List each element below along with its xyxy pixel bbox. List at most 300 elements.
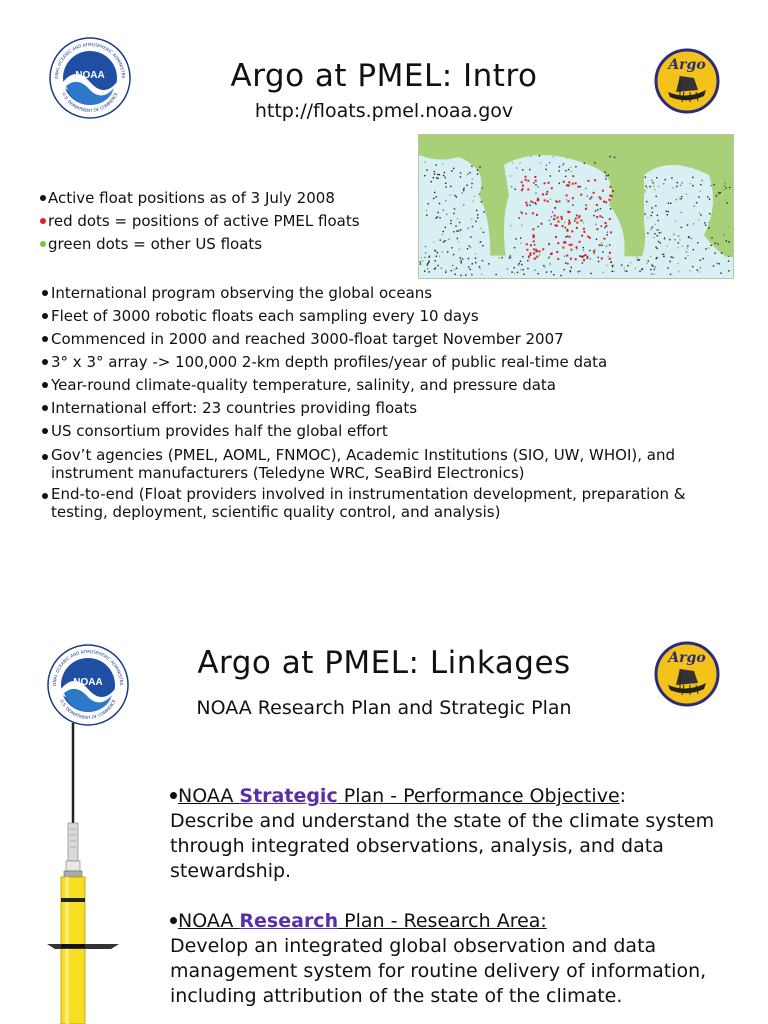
float-dot <box>537 273 538 274</box>
float-dot <box>641 269 642 270</box>
float-dot <box>436 256 437 257</box>
pmel-float-dot <box>579 215 581 217</box>
float-dot <box>646 263 647 264</box>
float-dot <box>420 261 421 262</box>
float-dot <box>474 196 475 197</box>
float-dot <box>434 192 435 193</box>
float-dot <box>435 260 436 261</box>
bullet-dot <box>42 313 48 319</box>
float-dot <box>463 187 464 188</box>
float-dot <box>598 261 599 262</box>
float-dot <box>677 235 678 236</box>
float-dot <box>701 180 702 181</box>
argo-float-image <box>45 723 120 1024</box>
program-facts-list <box>40 282 760 524</box>
float-dot <box>694 206 695 207</box>
bullet-dot <box>170 917 177 924</box>
pmel-float-dot <box>576 222 578 224</box>
float-dot <box>645 185 646 186</box>
float-dot <box>657 220 658 221</box>
float-dot <box>475 262 476 263</box>
float-dot <box>445 183 446 184</box>
float-dot <box>647 233 648 234</box>
float-dot <box>702 258 703 259</box>
argo-logo <box>654 48 720 114</box>
pmel-float-dot <box>608 199 610 201</box>
float-dot <box>459 249 460 250</box>
pmel-float-dot <box>534 258 536 260</box>
float-dot <box>563 163 564 164</box>
float-dot <box>471 219 472 220</box>
strategic-plan-objective <box>170 784 730 884</box>
float-dot <box>653 237 654 238</box>
float-dot <box>656 235 657 236</box>
float-dot <box>461 192 462 193</box>
float-dot <box>482 187 483 188</box>
pmel-float-dot <box>533 248 535 250</box>
float-dot <box>644 213 645 214</box>
float-dot <box>437 216 438 217</box>
float-dot <box>480 228 481 229</box>
pmel-float-dot <box>609 195 611 197</box>
float-dot <box>710 245 711 246</box>
pmel-float-dot <box>609 218 611 220</box>
pmel-float-dot <box>583 231 585 233</box>
float-dot <box>563 164 564 165</box>
float-dot <box>666 245 667 246</box>
list-item: International effort: 23 countries providing floats <box>40 397 760 420</box>
pmel-float-dot <box>526 243 528 245</box>
list-item: Commenced in 2000 and reached 3000-float target November 2007 <box>40 328 760 351</box>
bullet-dot <box>42 405 48 411</box>
float-dot <box>535 249 536 250</box>
float-dot <box>656 248 657 249</box>
float-dot <box>690 183 691 184</box>
float-dot <box>434 250 435 251</box>
list-item: Gov’t agencies (PMEL, AOML, FNMOC), Academic Institutions (SIO, UW, WHOI), and instrument manufacturers (Teledyne WRC, SeaBird Electronics) <box>40 446 760 482</box>
float-dot <box>685 258 686 259</box>
bullet-text: red dots = positions of active PMEL floats <box>48 212 360 230</box>
float-dot <box>651 264 652 265</box>
float-dot <box>450 223 451 224</box>
float-dot <box>718 192 719 193</box>
float-dot <box>722 189 723 190</box>
float-dot <box>720 192 721 193</box>
pmel-float-dot <box>554 207 556 209</box>
float-dot <box>610 262 611 263</box>
float-dot <box>522 169 523 170</box>
float-dot <box>729 187 730 188</box>
float-dot <box>520 243 521 244</box>
float-dot <box>567 157 568 158</box>
pmel-float-dot <box>564 242 566 244</box>
float-dot <box>518 264 519 265</box>
float-dot <box>535 184 536 185</box>
slide-url[interactable]: http://floats.pmel.noaa.gov <box>254 100 514 122</box>
float-dot <box>630 262 631 263</box>
svg-text:NATIONAL OCEANIC AND ATMOSPHER: ONAL OCEANIC AND ATMOSPHERIC ADMINISTRA <box>53 41 127 79</box>
pmel-float-dot <box>584 254 586 256</box>
slide-subtitle: NOAA Research Plan and Strategic Plan <box>196 697 572 719</box>
float-dot <box>483 211 484 212</box>
pmel-float-dot <box>557 258 559 260</box>
float-dot <box>705 224 706 225</box>
float-dot <box>441 268 442 269</box>
float-dot <box>449 194 450 195</box>
pmel-float-dot <box>585 208 587 210</box>
svg-text:Argo: Argo <box>668 650 706 666</box>
list-item: End-to-end (Float providers involved in instrumentation development, preparation & testing, deployment, scientific quality control, and analysis) <box>40 485 760 521</box>
float-dot <box>522 269 523 270</box>
float-dot <box>433 198 434 199</box>
float-dot <box>666 211 667 212</box>
float-dot <box>427 203 428 204</box>
bullet-dot <box>42 359 48 365</box>
float-dot <box>428 260 429 261</box>
float-dot <box>585 188 586 189</box>
float-dot <box>655 266 656 267</box>
float-dot <box>460 257 461 258</box>
float-dot <box>724 199 725 200</box>
pmel-float-dot <box>599 244 601 246</box>
objective-heading: NOAA Strategic Plan - Performance Objective: <box>170 784 730 809</box>
float-dot <box>654 224 655 225</box>
float-dot <box>626 271 627 272</box>
float-dot <box>479 242 480 243</box>
float-dot <box>678 242 679 243</box>
float-dot <box>535 192 536 193</box>
float-dot <box>644 190 645 191</box>
float-dot <box>608 256 609 257</box>
float-dot <box>636 257 637 258</box>
pmel-float-dot <box>546 191 548 193</box>
svg-text:NATIONAL OCEANIC AND ATMOSPHER: ONAL OCEANIC AND ATMOSPHERIC ADMINISTRA <box>51 648 125 686</box>
float-dot <box>604 227 605 228</box>
float-dot <box>700 184 701 185</box>
float-dot <box>660 242 661 243</box>
float-dot <box>654 233 655 234</box>
pmel-float-dot <box>589 237 591 239</box>
float-dot <box>668 203 669 204</box>
float-dot <box>460 176 461 177</box>
float-dot <box>716 195 717 196</box>
float-dot <box>549 263 550 264</box>
float-dot <box>442 163 443 164</box>
float-dot <box>458 241 459 242</box>
float-dot <box>605 178 606 179</box>
float-dot <box>585 204 586 205</box>
float-dot <box>463 190 464 191</box>
float-dot <box>559 170 560 171</box>
pmel-float-dot <box>535 180 537 182</box>
float-dot <box>687 255 688 256</box>
float-dot <box>427 263 428 264</box>
float-dot <box>609 156 610 157</box>
float-dot <box>453 168 454 169</box>
float-dot <box>673 234 674 235</box>
float-dot <box>647 217 648 218</box>
pmel-float-dot <box>587 256 589 258</box>
float-dot <box>595 224 596 225</box>
float-dot <box>427 268 428 269</box>
float-dot <box>528 257 529 258</box>
float-dot <box>482 245 483 246</box>
float-dot <box>719 263 720 264</box>
pmel-float-dot <box>601 257 603 259</box>
pmel-float-dot <box>532 235 534 237</box>
bullet-text: Active float positions as of 3 July 2008 <box>48 189 335 207</box>
float-dot <box>708 222 709 223</box>
float-dot <box>570 167 571 168</box>
float-dot <box>439 174 440 175</box>
float-dot <box>437 178 438 179</box>
float-dot <box>692 177 693 178</box>
float-dot <box>601 245 602 246</box>
pmel-float-dot <box>557 221 559 223</box>
float-dot <box>713 265 714 266</box>
float-dot <box>705 248 706 249</box>
float-dot <box>546 271 547 272</box>
float-dot <box>570 270 571 271</box>
float-dot <box>529 205 530 206</box>
float-dot <box>424 162 425 163</box>
pmel-float-dot <box>551 252 553 254</box>
pmel-float-dot <box>566 255 568 257</box>
float-dot <box>456 268 457 269</box>
float-dot <box>686 251 687 252</box>
pmel-float-dot <box>596 204 598 206</box>
pmel-float-dot <box>572 175 574 177</box>
float-dot <box>672 257 673 258</box>
float-dot <box>551 216 552 217</box>
pmel-float-dot <box>521 212 523 214</box>
list-item: US consortium provides half the global effort <box>40 420 760 443</box>
float-dot <box>720 272 721 273</box>
pmel-float-dot <box>558 200 560 202</box>
float-dot <box>587 258 588 259</box>
pmel-float-dot <box>580 194 582 196</box>
float-dot <box>481 201 482 202</box>
float-dot <box>529 169 530 170</box>
pmel-float-dot <box>575 258 577 260</box>
pmel-float-dot <box>567 184 569 186</box>
float-dot <box>579 270 580 271</box>
float-dot <box>597 209 598 210</box>
float-dot <box>594 162 595 163</box>
float-dot <box>693 223 694 224</box>
float-dot <box>453 254 454 255</box>
float-dot <box>446 214 447 215</box>
pmel-float-dot <box>583 228 585 230</box>
float-dot <box>713 184 714 185</box>
float-dot <box>553 274 554 275</box>
float-dot <box>468 266 469 267</box>
float-dot <box>477 217 478 218</box>
float-dot <box>621 264 622 265</box>
float-dot <box>431 181 432 182</box>
float-dot <box>548 257 549 258</box>
float-dot <box>525 213 526 214</box>
float-dot <box>565 236 566 237</box>
float-dot <box>436 177 437 178</box>
float-dot <box>433 177 434 178</box>
float-dot <box>459 222 460 223</box>
float-dot <box>445 227 446 228</box>
float-dot <box>654 269 655 270</box>
float-dot <box>656 258 657 259</box>
float-dot <box>434 171 435 172</box>
pmel-float-dot <box>539 250 541 252</box>
float-dot <box>426 169 427 170</box>
svg-text:U.S. DEPARTMENT OF COMMERCE: U.S. DEPARTMENT OF COMMERCE <box>61 91 119 114</box>
pmel-float-dot <box>596 216 598 218</box>
float-dot <box>437 174 438 175</box>
pmel-float-dot <box>536 256 538 258</box>
pmel-float-dot <box>562 225 564 227</box>
pmel-float-dot <box>547 200 549 202</box>
float-dot <box>650 229 651 230</box>
float-dot <box>654 189 655 190</box>
pmel-float-dot <box>537 198 539 200</box>
float-dot <box>660 232 661 233</box>
float-dot <box>534 269 535 270</box>
green-dot-icon <box>40 241 46 247</box>
float-dot <box>475 253 476 254</box>
float-dot <box>559 166 560 167</box>
float-dot <box>595 210 596 211</box>
pmel-float-dot <box>572 197 574 199</box>
float-dot <box>663 254 664 255</box>
pmel-float-dot <box>599 196 601 198</box>
pmel-float-dot <box>553 218 555 220</box>
pmel-float-dot <box>579 241 581 243</box>
float-dot <box>602 217 603 218</box>
float-dot <box>470 247 471 248</box>
float-dot <box>653 273 654 274</box>
pmel-float-dot <box>609 258 611 260</box>
float-dot <box>635 268 636 269</box>
float-dot <box>560 275 561 276</box>
float-dot <box>456 230 457 231</box>
float-dot <box>651 273 652 274</box>
research-link[interactable]: Research <box>239 910 339 932</box>
pmel-float-dot <box>534 176 536 178</box>
float-dot <box>711 237 712 238</box>
float-dot <box>549 162 550 163</box>
pmel-float-dot <box>569 244 571 246</box>
float-dot <box>453 213 454 214</box>
float-dot <box>471 165 472 166</box>
float-dot <box>467 248 468 249</box>
red-dot-icon <box>40 218 46 224</box>
float-dot <box>667 211 668 212</box>
float-dot <box>663 183 664 184</box>
svg-text:NOAA: NOAA <box>75 70 105 81</box>
float-dot <box>692 185 693 186</box>
float-dot <box>469 172 470 173</box>
pmel-float-dot <box>568 181 570 183</box>
float-dot <box>652 212 653 213</box>
float-dot <box>646 201 647 202</box>
float-dot <box>511 271 512 272</box>
float-dot <box>512 162 513 163</box>
float-dot <box>552 211 553 212</box>
float-dot <box>510 175 511 176</box>
float-dot <box>704 222 705 223</box>
float-dot <box>681 212 682 213</box>
float-dot <box>553 156 554 157</box>
float-dot <box>465 274 466 275</box>
float-dot <box>689 270 690 271</box>
float-dot <box>527 260 528 261</box>
float-dot <box>681 182 682 183</box>
pmel-float-dot <box>603 201 605 203</box>
float-dot <box>698 220 699 221</box>
float-dot <box>510 255 511 256</box>
pmel-float-dot <box>532 228 534 230</box>
float-dot <box>517 272 518 273</box>
pmel-float-dot <box>527 180 529 182</box>
float-dot <box>445 272 446 273</box>
float-dot <box>450 220 451 221</box>
float-dot <box>723 178 724 179</box>
float-dot <box>655 205 656 206</box>
bullet-text: green dots = other US floats <box>48 235 263 253</box>
float-dot <box>565 227 566 228</box>
float-dot <box>686 193 687 194</box>
bullet-dot <box>42 493 48 499</box>
float-dot <box>470 269 471 270</box>
pmel-float-dot <box>580 219 582 221</box>
float-dot <box>420 263 421 264</box>
float-dot <box>425 252 426 253</box>
float-dot <box>651 215 652 216</box>
pmel-float-dot <box>526 249 528 251</box>
float-dot <box>600 208 601 209</box>
float-dot <box>488 263 489 264</box>
float-dot <box>514 267 515 268</box>
float-dot <box>612 271 613 272</box>
float-dot <box>495 274 496 275</box>
float-dot <box>444 240 445 241</box>
float-dot <box>521 264 522 265</box>
float-dot <box>587 196 588 197</box>
bullet-dot <box>40 195 46 201</box>
pmel-float-dot <box>568 211 570 213</box>
pmel-float-dot <box>556 225 558 227</box>
pmel-float-dot <box>536 214 538 216</box>
strategic-link[interactable]: Strategic <box>239 785 338 807</box>
float-dot <box>477 214 478 215</box>
float-dot <box>471 274 472 275</box>
pmel-float-dot <box>583 255 585 257</box>
pmel-float-dot <box>526 204 528 206</box>
float-dot <box>604 172 605 173</box>
float-dot <box>671 177 672 178</box>
bullet-dot <box>42 290 48 296</box>
float-dot <box>697 269 698 270</box>
float-dot <box>614 157 615 158</box>
pmel-float-dot <box>542 193 544 195</box>
pmel-float-dot <box>548 182 550 184</box>
pmel-float-dot <box>571 230 573 232</box>
float-dot <box>472 178 473 179</box>
float-dot <box>678 263 679 264</box>
float-dot <box>435 196 436 197</box>
float-dot <box>470 236 471 237</box>
float-dot <box>424 270 425 271</box>
pmel-float-dot <box>521 181 523 183</box>
